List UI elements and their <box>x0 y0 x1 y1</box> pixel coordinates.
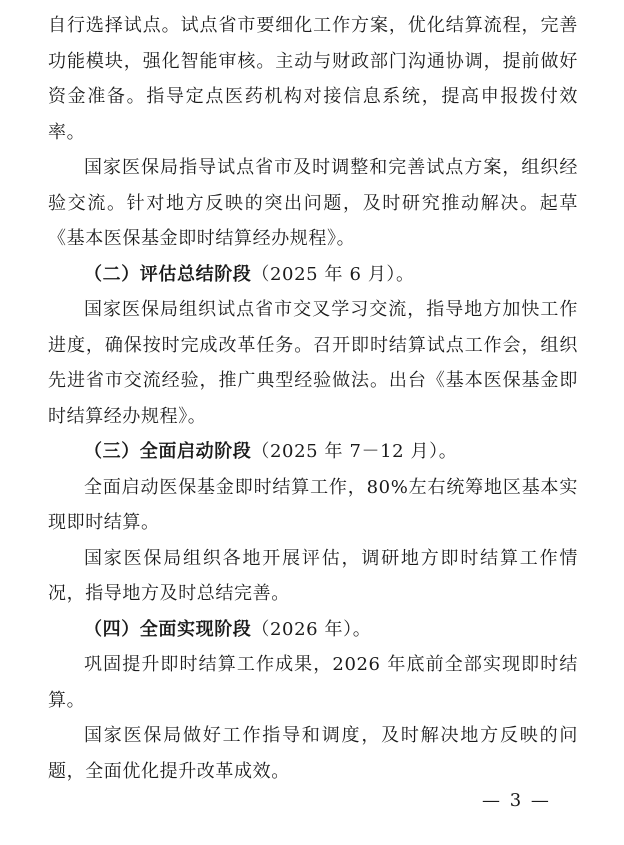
section-heading-date: （2025 年 7－12 月）。 <box>251 441 458 462</box>
paragraph-evaluation-research: 国家医保局组织各地开展评估，调研地方即时结算工作情况，指导地方及时总结完善。 <box>48 547 578 604</box>
section-heading-date: （2025 年 6 月）。 <box>251 263 415 285</box>
document-body <box>48 8 578 789</box>
section-heading-label: （三）全面启动阶段 <box>84 441 252 462</box>
section-heading-label: （四）全面实现阶段 <box>84 618 252 640</box>
paragraph-guidance-dispatch: 国家医保局做好工作指导和调度，及时解决地方反映的问题，全面优化提升改革成效。 <box>48 725 578 782</box>
paragraph-consolidate-results: 巩固提升即时结算工作成果，2026 年底前全部实现即时结算。 <box>48 654 578 711</box>
section-heading-full-realization <box>48 612 578 648</box>
paragraph-launch-settlement: 全面启动医保基金即时结算工作，80%左右统筹地区基本实现即时结算。 <box>48 476 578 533</box>
paragraph-cross-learning: 国家医保局组织试点省市交叉学习交流，指导地方加快工作进度，确保按时完成改革任务。召开即时结算试点工作会，组织先进省市交流经验，推广典型经验做法。出台《基本医保基金即时结算经办规程》。 <box>48 299 578 427</box>
page-number: — 3 — <box>482 790 551 811</box>
paragraph-nhsa-guidance: 国家医保局指导试点省市及时调整和完善试点方案，组织经验交流。针对地方反映的突出问题，及时研究推动解决。起草《基本医保基金即时结算经办规程》。 <box>48 157 578 249</box>
paragraph-pilot-selection: 自行选择试点。试点省市要细化工作方案，优化结算流程，完善功能模块，强化智能审核。主动与财政部门沟通协调，提前做好资金准备。指导定点医药机构对接信息系统，提高申报拨付效率。 <box>48 15 578 143</box>
section-heading-evaluation <box>48 257 578 293</box>
section-heading-label: （二）评估总结阶段 <box>84 263 252 285</box>
section-heading-date: （2026 年）。 <box>251 618 372 640</box>
section-heading-launch <box>48 434 578 470</box>
